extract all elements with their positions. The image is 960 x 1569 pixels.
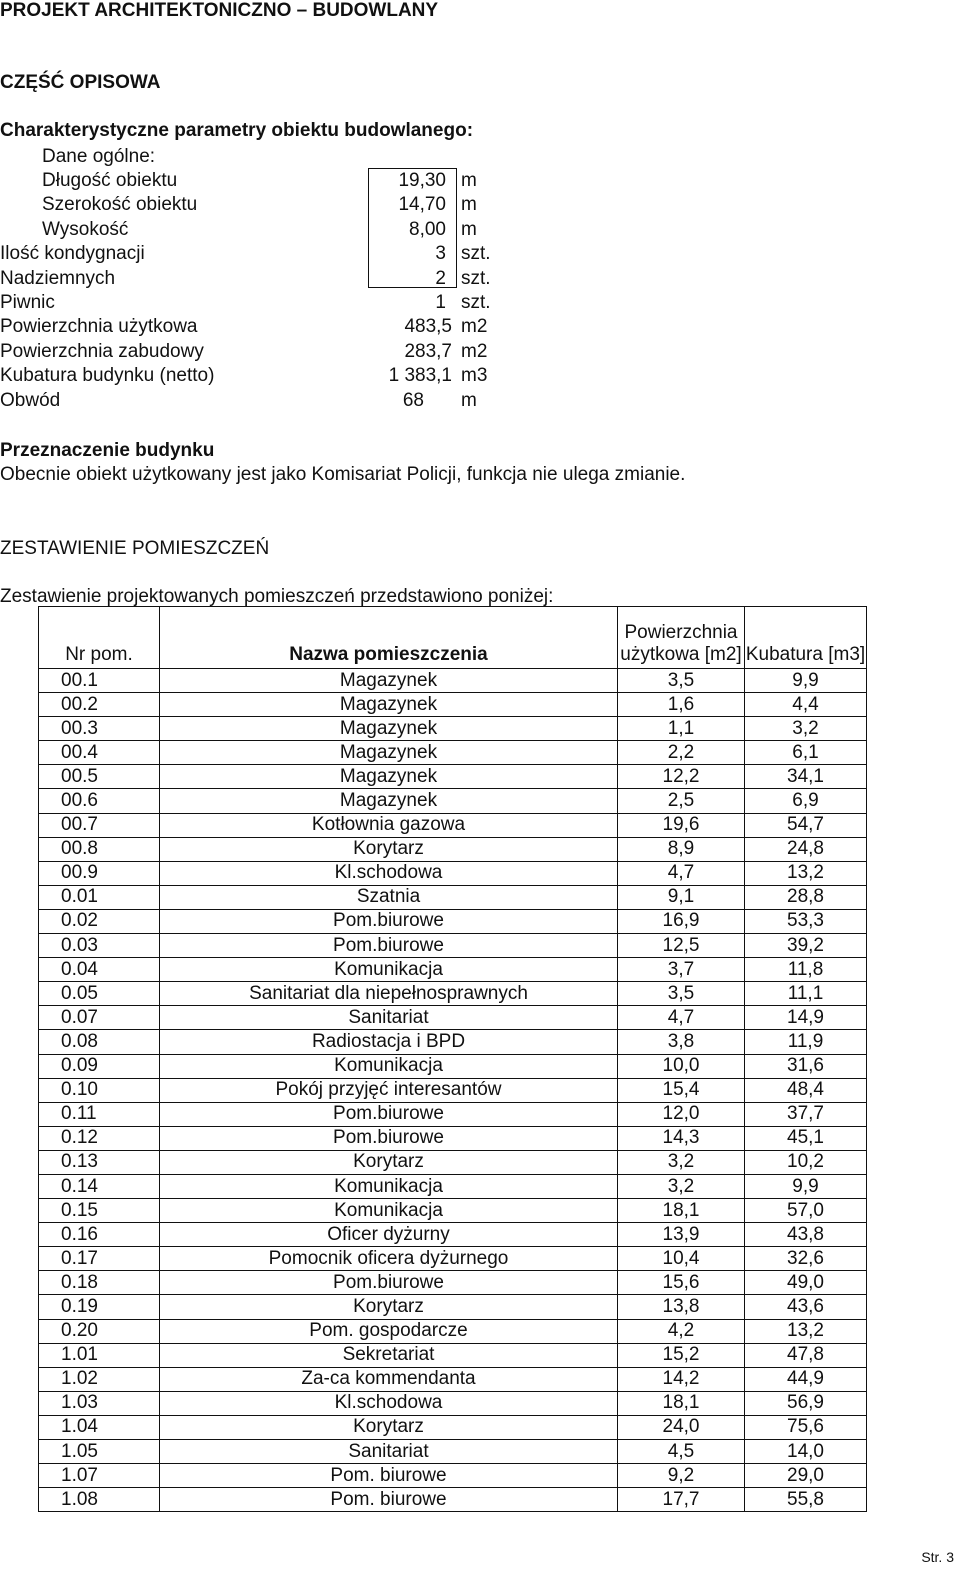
- room-number: 0.14: [39, 1174, 160, 1198]
- column-header-area-line1: Powierzchnia: [624, 622, 738, 643]
- table-row: [39, 934, 867, 958]
- general-data-label: Dane ogólne:: [42, 146, 156, 167]
- parameter-unit: m: [461, 219, 477, 240]
- table-row: [39, 1295, 867, 1319]
- parameter-label: Szerokość obiektu: [42, 194, 198, 215]
- table-row: [39, 1367, 867, 1391]
- parameter-label: Wysokość: [42, 219, 129, 240]
- room-area: 4,2: [618, 1319, 745, 1343]
- room-area: 4,7: [618, 861, 745, 885]
- room-number: 0.03: [39, 934, 160, 958]
- room-volume: 11,8: [745, 958, 867, 982]
- table-row: [39, 1271, 867, 1295]
- room-volume: 43,6: [745, 1295, 867, 1319]
- section-title: CZĘŚĆ OPISOWA: [0, 72, 161, 93]
- room-volume: 3,2: [745, 717, 867, 741]
- room-name: Komunikacja: [160, 1199, 618, 1223]
- room-number: 0.18: [39, 1271, 160, 1295]
- room-name: Kotłownia gazowa: [160, 813, 618, 837]
- room-volume: 11,1: [745, 982, 867, 1006]
- room-volume: 6,1: [745, 741, 867, 765]
- table-row: [39, 765, 867, 789]
- table-row: [39, 1464, 867, 1488]
- room-number: 00.8: [39, 837, 160, 861]
- room-number: 0.13: [39, 1150, 160, 1174]
- room-number: 1.07: [39, 1464, 160, 1488]
- room-name: Korytarz: [160, 837, 618, 861]
- parameter-value: 483,5: [404, 316, 452, 337]
- room-number: 1.03: [39, 1391, 160, 1415]
- column-header-area-line2: użytkowa [m2]: [620, 644, 742, 665]
- params-heading: Charakterystyczne parametry obiektu budowlanego:: [0, 120, 474, 141]
- room-area: 3,8: [618, 1030, 745, 1054]
- room-number: 00.9: [39, 861, 160, 885]
- column-header-volume: Kubatura [m3]: [745, 607, 867, 669]
- parameter-value: 14,70: [398, 194, 446, 215]
- page-number: Str. 3: [921, 1549, 954, 1565]
- room-name: Magazynek: [160, 693, 618, 717]
- room-area: 4,5: [618, 1440, 745, 1464]
- room-number: 00.5: [39, 765, 160, 789]
- table-row: [39, 1440, 867, 1464]
- room-name: Magazynek: [160, 765, 618, 789]
- room-volume: 31,6: [745, 1054, 867, 1078]
- room-area: 13,8: [618, 1295, 745, 1319]
- room-area: 14,2: [618, 1367, 745, 1391]
- parameter-unit: szt.: [461, 268, 491, 289]
- table-row: [39, 741, 867, 765]
- room-number: 0.08: [39, 1030, 160, 1054]
- room-area: 15,6: [618, 1271, 745, 1295]
- room-area: 8,9: [618, 837, 745, 861]
- table-row: [39, 837, 867, 861]
- room-number: 0.15: [39, 1199, 160, 1223]
- room-volume: 56,9: [745, 1391, 867, 1415]
- room-area: 3,5: [618, 669, 745, 693]
- room-volume: 39,2: [745, 934, 867, 958]
- room-area: 24,0: [618, 1415, 745, 1439]
- room-area: 12,0: [618, 1102, 745, 1126]
- parameter-label: Ilość kondygnacji: [0, 243, 145, 264]
- parameter-value: 68: [402, 390, 424, 411]
- parameter-unit: szt.: [461, 292, 491, 313]
- table-row: [39, 1319, 867, 1343]
- room-volume: 75,6: [745, 1415, 867, 1439]
- room-number: 0.17: [39, 1247, 160, 1271]
- room-area: 15,4: [618, 1078, 745, 1102]
- table-row: [39, 1006, 867, 1030]
- room-volume: 13,2: [745, 861, 867, 885]
- room-name: Sanitariat dla niepełnosprawnych: [160, 982, 618, 1006]
- room-name: Magazynek: [160, 789, 618, 813]
- room-area: 18,1: [618, 1199, 745, 1223]
- room-area: 12,5: [618, 934, 745, 958]
- room-name: Komunikacja: [160, 1054, 618, 1078]
- room-name: Pom.biurowe: [160, 1102, 618, 1126]
- table-row: [39, 909, 867, 933]
- table-row: [39, 1391, 867, 1415]
- room-number: 00.2: [39, 693, 160, 717]
- room-number: 00.3: [39, 717, 160, 741]
- column-header-name: Nazwa pomieszczenia: [160, 607, 618, 669]
- room-area: 1,1: [618, 717, 745, 741]
- table-row: [39, 1223, 867, 1247]
- room-volume: 49,0: [745, 1271, 867, 1295]
- room-area: 9,2: [618, 1464, 745, 1488]
- room-name: Pom.biurowe: [160, 1126, 618, 1150]
- room-area: 14,3: [618, 1126, 745, 1150]
- room-name: Kl.schodowa: [160, 861, 618, 885]
- room-volume: 57,0: [745, 1199, 867, 1223]
- room-volume: 28,8: [745, 885, 867, 909]
- room-name: Pomocnik oficera dyżurnego: [160, 1247, 618, 1271]
- room-volume: 47,8: [745, 1343, 867, 1367]
- document-title: PROJEKT ARCHITEKTONICZNO – BUDOWLANY: [0, 0, 439, 21]
- room-number: 1.04: [39, 1415, 160, 1439]
- table-row: [39, 1126, 867, 1150]
- room-number: 0.05: [39, 982, 160, 1006]
- room-name: Pom.biurowe: [160, 934, 618, 958]
- room-number: 00.6: [39, 789, 160, 813]
- room-volume: 45,1: [745, 1126, 867, 1150]
- table-row: [39, 958, 867, 982]
- room-name: Magazynek: [160, 669, 618, 693]
- room-name: Sanitariat: [160, 1440, 618, 1464]
- table-row: [39, 885, 867, 909]
- room-volume: 34,1: [745, 765, 867, 789]
- table-row: [39, 1199, 867, 1223]
- room-volume: 9,9: [745, 1174, 867, 1198]
- table-row: [39, 1150, 867, 1174]
- room-number: 0.04: [39, 958, 160, 982]
- room-name: Szatnia: [160, 885, 618, 909]
- room-number: 1.05: [39, 1440, 160, 1464]
- room-area: 3,2: [618, 1150, 745, 1174]
- rooms-table-body: [39, 669, 867, 1512]
- room-name: Pom.biurowe: [160, 909, 618, 933]
- room-name: Magazynek: [160, 717, 618, 741]
- parameter-unit: szt.: [461, 243, 491, 264]
- room-volume: 48,4: [745, 1078, 867, 1102]
- parameter-unit: m3: [461, 365, 488, 386]
- table-row: [39, 1030, 867, 1054]
- room-number: 0.02: [39, 909, 160, 933]
- room-volume: 43,8: [745, 1223, 867, 1247]
- room-volume: 10,2: [745, 1150, 867, 1174]
- room-name: Magazynek: [160, 741, 618, 765]
- parameter-value: 8,00: [409, 219, 446, 240]
- parameter-value: 2: [435, 268, 446, 289]
- room-area: 13,9: [618, 1223, 745, 1247]
- room-number: 1.02: [39, 1367, 160, 1391]
- column-header-nr: Nr pom.: [39, 607, 160, 669]
- table-row: [39, 1415, 867, 1439]
- parameters-value-box: [368, 168, 457, 288]
- room-area: 1,6: [618, 693, 745, 717]
- parameter-value: 283,7: [404, 341, 452, 362]
- room-number: 00.1: [39, 669, 160, 693]
- room-area: 19,6: [618, 813, 745, 837]
- room-area: 10,4: [618, 1247, 745, 1271]
- parameter-label: Długość obiektu: [42, 170, 178, 191]
- parameter-unit: m2: [461, 341, 488, 362]
- room-name: Korytarz: [160, 1415, 618, 1439]
- table-row: [39, 982, 867, 1006]
- parameter-value: 1 383,1: [388, 365, 452, 386]
- room-name: Komunikacja: [160, 1174, 618, 1198]
- room-volume: 54,7: [745, 813, 867, 837]
- parameter-label: Piwnic: [0, 292, 55, 313]
- room-area: 12,2: [618, 765, 745, 789]
- parameter-value: 1: [435, 292, 446, 313]
- table-row: [39, 1078, 867, 1102]
- table-row: [39, 1343, 867, 1367]
- table-row: [39, 693, 867, 717]
- rooms-table-header: [39, 607, 867, 669]
- room-number: 0.12: [39, 1126, 160, 1150]
- room-name: Radiostacja i BPD: [160, 1030, 618, 1054]
- room-volume: 4,4: [745, 693, 867, 717]
- room-name: Sanitariat: [160, 1006, 618, 1030]
- room-volume: 53,3: [745, 909, 867, 933]
- room-area: 10,0: [618, 1054, 745, 1078]
- room-number: 00.7: [39, 813, 160, 837]
- rooms-heading: ZESTAWIENIE POMIESZCZEŃ: [0, 538, 270, 559]
- table-row: [39, 717, 867, 741]
- room-area: 2,2: [618, 741, 745, 765]
- parameter-unit: m: [461, 194, 477, 215]
- parameter-label: Kubatura budynku (netto): [0, 365, 215, 386]
- column-header-area: [618, 607, 745, 669]
- room-number: 00.4: [39, 741, 160, 765]
- room-name: Sekretariat: [160, 1343, 618, 1367]
- parameter-unit: m2: [461, 316, 488, 337]
- room-area: 15,2: [618, 1343, 745, 1367]
- room-volume: 44,9: [745, 1367, 867, 1391]
- table-row: [39, 1488, 867, 1512]
- room-volume: 55,8: [745, 1488, 867, 1512]
- room-name: Pokój przyjęć interesantów: [160, 1078, 618, 1102]
- room-area: 3,7: [618, 958, 745, 982]
- room-volume: 9,9: [745, 669, 867, 693]
- parameter-label: Obwód: [0, 390, 61, 411]
- room-name: Korytarz: [160, 1150, 618, 1174]
- rooms-intro: Zestawienie projektowanych pomieszczeń przedstawiono poniżej:: [0, 586, 554, 607]
- room-volume: 14,0: [745, 1440, 867, 1464]
- room-name: Za-ca kommendanta: [160, 1367, 618, 1391]
- room-area: 17,7: [618, 1488, 745, 1512]
- room-volume: 6,9: [745, 789, 867, 813]
- room-name: Pom. biurowe: [160, 1464, 618, 1488]
- room-number: 0.07: [39, 1006, 160, 1030]
- room-volume: 24,8: [745, 837, 867, 861]
- room-area: 3,5: [618, 982, 745, 1006]
- room-area: 16,9: [618, 909, 745, 933]
- room-name: Pom. gospodarcze: [160, 1319, 618, 1343]
- parameter-label: Powierzchnia zabudowy: [0, 341, 204, 362]
- purpose-heading: Przeznaczenie budynku: [0, 440, 215, 461]
- table-row: [39, 1174, 867, 1198]
- table-row: [39, 789, 867, 813]
- room-name: Korytarz: [160, 1295, 618, 1319]
- room-volume: 37,7: [745, 1102, 867, 1126]
- parameter-label: Powierzchnia użytkowa: [0, 316, 198, 337]
- room-name: Oficer dyżurny: [160, 1223, 618, 1247]
- room-name: Pom.biurowe: [160, 1271, 618, 1295]
- table-row: [39, 1054, 867, 1078]
- room-number: 1.01: [39, 1343, 160, 1367]
- room-area: 2,5: [618, 789, 745, 813]
- room-number: 0.01: [39, 885, 160, 909]
- room-volume: 14,9: [745, 1006, 867, 1030]
- parameter-unit: m: [461, 170, 477, 191]
- room-number: 0.16: [39, 1223, 160, 1247]
- room-number: 0.09: [39, 1054, 160, 1078]
- room-area: 4,7: [618, 1006, 745, 1030]
- room-number: 1.08: [39, 1488, 160, 1512]
- room-number: 0.11: [39, 1102, 160, 1126]
- room-volume: 13,2: [745, 1319, 867, 1343]
- room-name: Pom. biurowe: [160, 1488, 618, 1512]
- room-volume: 11,9: [745, 1030, 867, 1054]
- parameter-label: Nadziemnych: [0, 268, 116, 289]
- rooms-table: [38, 606, 867, 1512]
- room-area: 18,1: [618, 1391, 745, 1415]
- table-row: [39, 1102, 867, 1126]
- table-row: [39, 669, 867, 693]
- room-area: 9,1: [618, 885, 745, 909]
- room-volume: 32,6: [745, 1247, 867, 1271]
- room-area: 3,2: [618, 1174, 745, 1198]
- room-number: 0.10: [39, 1078, 160, 1102]
- table-row: [39, 861, 867, 885]
- room-number: 0.19: [39, 1295, 160, 1319]
- parameter-unit: m: [461, 390, 477, 411]
- table-row: [39, 813, 867, 837]
- room-number: 0.20: [39, 1319, 160, 1343]
- room-name: Komunikacja: [160, 958, 618, 982]
- room-name: Kl.schodowa: [160, 1391, 618, 1415]
- parameter-value: 19,30: [398, 170, 446, 191]
- parameter-value: 3: [435, 243, 446, 264]
- purpose-text: Obecnie obiekt użytkowany jest jako Komisariat Policji, funkcja nie ulega zmianie.: [0, 464, 686, 485]
- table-row: [39, 1247, 867, 1271]
- room-volume: 29,0: [745, 1464, 867, 1488]
